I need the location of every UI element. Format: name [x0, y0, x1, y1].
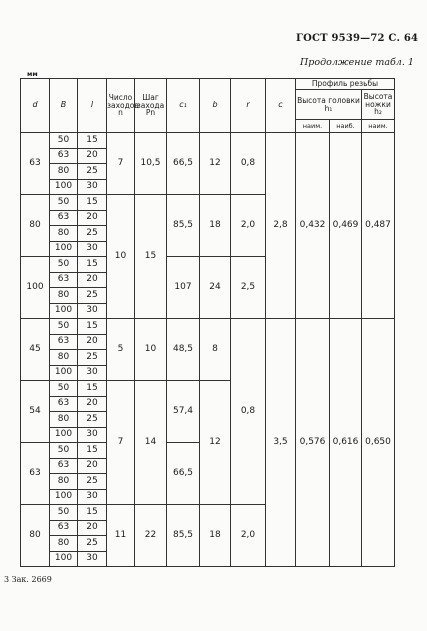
n-cell: 11	[107, 505, 135, 567]
c1-cell: 66,5	[167, 133, 200, 195]
B-cell: 50	[50, 257, 78, 273]
B-cell: 100	[50, 427, 78, 443]
B-cell: 50	[50, 443, 78, 459]
l-cell: 20	[78, 148, 107, 164]
table-row	[21, 319, 395, 335]
B-cell: 63	[50, 520, 78, 536]
l-cell: 20	[78, 272, 107, 288]
l-cell: 20	[78, 396, 107, 412]
B-cell: 100	[50, 551, 78, 567]
col-header-h2: Высота ножки h₂	[362, 90, 395, 120]
c1-cell: 48,5	[167, 319, 200, 381]
B-cell: 80	[50, 350, 78, 366]
B-cell: 50	[50, 381, 78, 397]
b-cell: 8	[200, 319, 231, 381]
pn-cell: 22	[135, 505, 167, 567]
b-cell: 18	[200, 505, 231, 567]
pn-cell: 10	[135, 319, 167, 381]
pn-cell: 10,5	[135, 133, 167, 195]
B-cell: 100	[50, 365, 78, 381]
l-cell: 20	[78, 334, 107, 350]
h1-max-cell: 0,469	[330, 133, 362, 319]
h1-min-cell: 0,576	[296, 319, 330, 567]
B-cell: 63	[50, 396, 78, 412]
l-cell: 20	[78, 210, 107, 226]
r-cell: 2,5	[231, 257, 266, 319]
c1-cell: 85,5	[167, 505, 200, 567]
b-cell: 12	[200, 133, 231, 195]
l-cell: 25	[78, 226, 107, 242]
c1-cell: 57,4	[167, 381, 200, 443]
c-cell: 3,5	[266, 319, 296, 567]
table-row	[21, 133, 395, 149]
l-cell: 30	[78, 365, 107, 381]
standard-code: ГОСТ 9539—72 С. 64	[296, 33, 419, 44]
B-cell: 100	[50, 303, 78, 319]
l-cell: 30	[78, 551, 107, 567]
l-cell: 15	[78, 319, 107, 335]
l-cell: 15	[78, 381, 107, 397]
l-cell: 20	[78, 520, 107, 536]
d-cell: 63	[21, 443, 50, 505]
B-cell: 80	[50, 536, 78, 552]
col-header-n: Число заходов n	[107, 79, 135, 133]
l-cell: 25	[78, 350, 107, 366]
b-cell: 12	[200, 381, 231, 505]
l-cell: 15	[78, 257, 107, 273]
l-cell: 15	[78, 505, 107, 521]
col-header-Pn: Шаг захода Pn	[135, 79, 167, 133]
col-header-h1: Высота головки h₁	[296, 90, 362, 120]
l-cell: 30	[78, 179, 107, 195]
spec-table-body	[21, 133, 395, 567]
c1-cell: 66,5	[167, 443, 200, 505]
l-cell: 25	[78, 288, 107, 304]
B-cell: 50	[50, 195, 78, 211]
B-cell: 63	[50, 272, 78, 288]
col-header-d: d	[21, 79, 50, 133]
l-cell: 25	[78, 164, 107, 180]
r-cell: 2,0	[231, 505, 266, 567]
l-cell: 25	[78, 536, 107, 552]
d-cell: 100	[21, 257, 50, 319]
l-cell: 30	[78, 241, 107, 257]
B-cell: 63	[50, 148, 78, 164]
c1-cell: 107	[167, 257, 200, 319]
col-header-h2-min: наим.	[362, 120, 395, 133]
d-cell: 54	[21, 381, 50, 443]
d-cell: 80	[21, 195, 50, 257]
B-cell: 80	[50, 164, 78, 180]
B-cell: 50	[50, 319, 78, 335]
col-header-B: B	[50, 79, 78, 133]
h2-min-cell: 0,650	[362, 319, 395, 567]
col-header-r: r	[231, 79, 266, 133]
col-header-profile: Профиль резьбы	[296, 79, 395, 90]
n-cell: 5	[107, 319, 135, 381]
B-cell: 100	[50, 179, 78, 195]
l-cell: 15	[78, 133, 107, 149]
print-order-footer: 3 Зак. 2669	[4, 575, 52, 584]
B-cell: 50	[50, 505, 78, 521]
b-cell: 24	[200, 257, 231, 319]
B-cell: 80	[50, 474, 78, 490]
c-cell: 2,8	[266, 133, 296, 319]
B-cell: 80	[50, 412, 78, 428]
n-cell: 7	[107, 381, 135, 505]
col-header-h1-max: наиб.	[330, 120, 362, 133]
l-cell: 25	[78, 474, 107, 490]
h1-min-cell: 0,432	[296, 133, 330, 319]
B-cell: 63	[50, 334, 78, 350]
l-cell: 25	[78, 412, 107, 428]
l-cell: 30	[78, 303, 107, 319]
l-cell: 30	[78, 489, 107, 505]
B-cell: 63	[50, 458, 78, 474]
b-cell: 18	[200, 195, 231, 257]
col-header-b: b	[200, 79, 231, 133]
d-cell: 45	[21, 319, 50, 381]
c1-cell: 85,5	[167, 195, 200, 257]
col-header-h1-min: наим.	[296, 120, 330, 133]
B-cell: 100	[50, 489, 78, 505]
col-header-c: c	[266, 79, 296, 133]
d-cell: 80	[21, 505, 50, 567]
l-cell: 15	[78, 195, 107, 211]
r-cell: 0,8	[231, 133, 266, 195]
col-header-c1: c₁	[167, 79, 200, 133]
pn-cell: 15	[135, 195, 167, 319]
l-cell: 15	[78, 443, 107, 459]
spec-table	[20, 78, 395, 567]
l-cell: 20	[78, 458, 107, 474]
r-cell: 2,0	[231, 195, 266, 257]
h1-max-cell: 0,616	[330, 319, 362, 567]
l-cell: 30	[78, 427, 107, 443]
table-continuation-caption: Продолжение табл. 1	[300, 57, 414, 68]
B-cell: 100	[50, 241, 78, 257]
units-label: мм	[27, 70, 38, 78]
n-cell: 10	[107, 195, 135, 319]
r-cell: 0,8	[231, 319, 266, 505]
pn-cell: 14	[135, 381, 167, 505]
B-cell: 80	[50, 226, 78, 242]
d-cell: 63	[21, 133, 50, 195]
B-cell: 50	[50, 133, 78, 149]
B-cell: 80	[50, 288, 78, 304]
B-cell: 63	[50, 210, 78, 226]
h2-min-cell: 0,487	[362, 133, 395, 319]
n-cell: 7	[107, 133, 135, 195]
col-header-l: l	[78, 79, 107, 133]
